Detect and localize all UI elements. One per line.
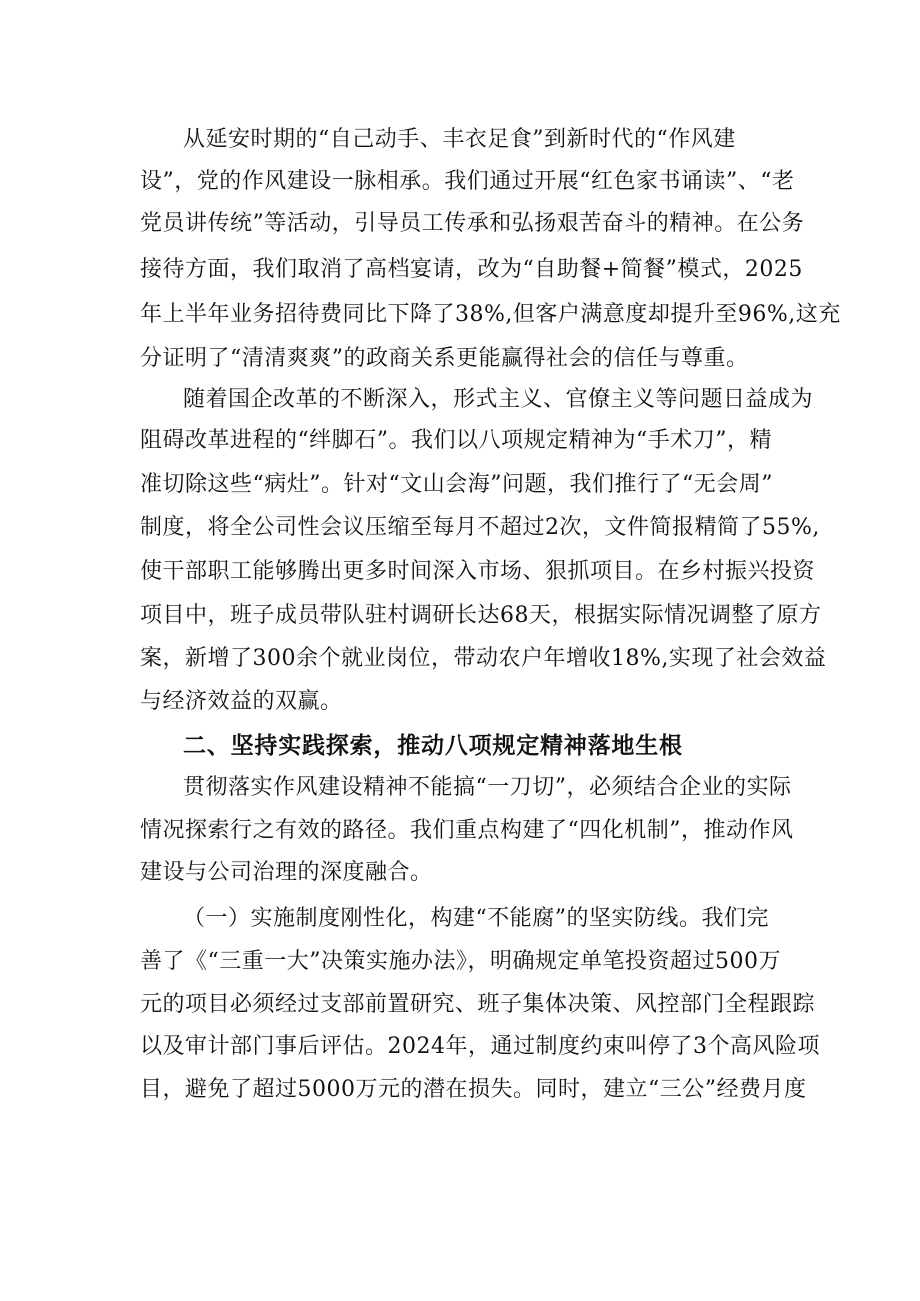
paragraph-1-line-5: 年上半年业务招待费同比下降了38%,但客户满意度却提升至96%,这充 bbox=[140, 302, 841, 327]
paragraph-3-line-1: 贯彻落实作风建设精神不能搞“一刀切”，必须结合企业的实际 bbox=[183, 775, 792, 800]
paragraph-2-line-5: 使干部职工能够腾出更多时间深入市场、狠抓项目。在乡村振兴投资 bbox=[140, 559, 816, 584]
paragraph-4-line-4: 以及审计部门事后评估。2024年，通过制度约束叫停了3个高风险项 bbox=[140, 1034, 820, 1059]
paragraph-4-line-5: 目，避免了超过5000万元的潜在损失。同时，建立“三公”经费月度 bbox=[140, 1077, 807, 1102]
paragraph-3-line-2: 情况探索行之有效的路径。我们重点构建了“四化机制”，推动作风 bbox=[140, 818, 794, 843]
paragraph-1-line-6: 分证明了“清清爽爽”的政商关系更能赢得社会的信任与尊重。 bbox=[140, 346, 749, 371]
paragraph-1-line-1: 从延安时期的“自己动手、丰衣足食”到新时代的“作风建 bbox=[183, 127, 736, 152]
paragraph-3-line-3: 建设与公司治理的深度融合。 bbox=[140, 860, 433, 885]
paragraph-4-line-2: 善了《“三重一大”决策实施办法》，明确规定单笔投资超过500万 bbox=[140, 949, 781, 974]
paragraph-2-line-3: 准切除这些“病灶”。针对“文山会海”问题，我们推行了“无会周” bbox=[140, 472, 773, 497]
paragraph-4-line-1: （一）实施制度刚性化，构建“不能腐”的坚实防线。我们完 bbox=[183, 906, 769, 931]
paragraph-2-line-8: 与经济效益的双赢。 bbox=[140, 689, 343, 714]
paragraph-1-line-4: 接待方面，我们取消了高档宴请，改为“自助餐+简餐”模式，2025 bbox=[140, 257, 803, 282]
paragraph-2-line-4: 制度，将全公司性会议压缩至每月不超过2次，文件简报精简了55%, bbox=[140, 515, 820, 540]
paragraph-4-line-3: 元的项目必须经过支部前置研究、班子集体决策、风控部门全程跟踪 bbox=[140, 992, 816, 1017]
paragraph-1-line-2: 设”，党的作风建设一脉相承。我们通过开展“红色家书诵读”、“老 bbox=[140, 169, 795, 194]
paragraph-2-line-7: 案，新增了300余个就业岗位，带动农户年增收18%,实现了社会效益 bbox=[140, 646, 827, 671]
paragraph-2-line-2: 阻碍改革进程的“绊脚石”。我们以八项规定精神为“手术刀”，精 bbox=[140, 428, 772, 453]
paragraph-2-line-1: 随着国企改革的不断深入，形式主义、官僚主义等问题日益成为 bbox=[183, 387, 814, 412]
section-heading: 二、坚持实践探索，推动八项规定精神落地生根 bbox=[183, 732, 683, 759]
paragraph-1-line-3: 党员讲传统”等活动，引导员工传承和弘扬艰苦奋斗的精神。在公务 bbox=[140, 211, 805, 236]
paragraph-2-line-6: 项目中，班子成员带队驻村调研长达68天，根据实际情况调整了原方 bbox=[140, 603, 822, 628]
